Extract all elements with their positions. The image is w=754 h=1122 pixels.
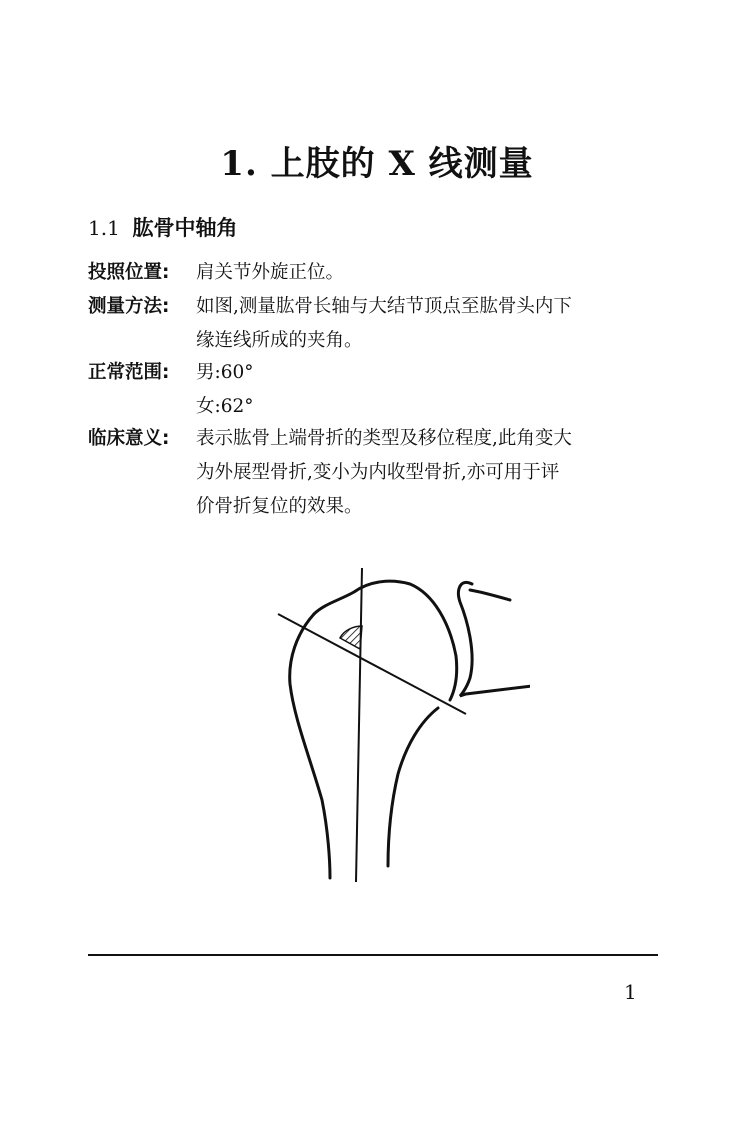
entry-clinical-significance — [88, 422, 668, 524]
entry-line: 缘连线所成的夹角。 — [196, 330, 363, 351]
shaft-medial-outline — [388, 708, 438, 866]
humeral-long-axis — [356, 568, 362, 882]
entry-label: 投照位置: — [88, 262, 170, 283]
entry-line: 女:62° — [196, 396, 254, 417]
page-number: 1 — [624, 980, 637, 1004]
entry-measurement-method — [88, 290, 668, 358]
shaft-lateral-outline — [290, 614, 330, 878]
humeral-head-outline — [314, 581, 457, 700]
entry-line: 肩关节外旋正位。 — [196, 262, 345, 283]
entry-line: 如图,测量肱骨长轴与大结节顶点至肱骨头内下 — [196, 296, 572, 317]
scapula-neck-outline — [470, 590, 510, 600]
entry-line: 表示肱骨上端骨折的类型及移位程度,此角变大 — [196, 428, 572, 449]
entry-line: 为外展型骨折,变小为内收型骨折,亦可用于评 — [196, 462, 560, 483]
humerus-angle-diagram — [270, 560, 530, 890]
section-number: 1.1 — [88, 216, 120, 240]
section-title: 肱骨中轴角 — [132, 216, 238, 240]
entry-label: 临床意义: — [88, 428, 170, 449]
angle-marker — [340, 626, 362, 649]
glenoid-outline — [459, 582, 531, 696]
entry-normal-range — [88, 356, 668, 424]
entry-line: 男:60° — [196, 362, 254, 383]
section-heading — [88, 212, 238, 242]
entry-label: 测量方法: — [88, 296, 170, 317]
entry-label: 正常范围: — [88, 362, 170, 383]
entry-line: 价骨折复位的效果。 — [196, 496, 363, 517]
entry-projection-position — [88, 256, 668, 290]
tubercle-head-line — [278, 614, 466, 714]
chapter-title: 1. 上肢的 X 线测量 — [220, 144, 534, 184]
footer-rule — [88, 954, 658, 956]
